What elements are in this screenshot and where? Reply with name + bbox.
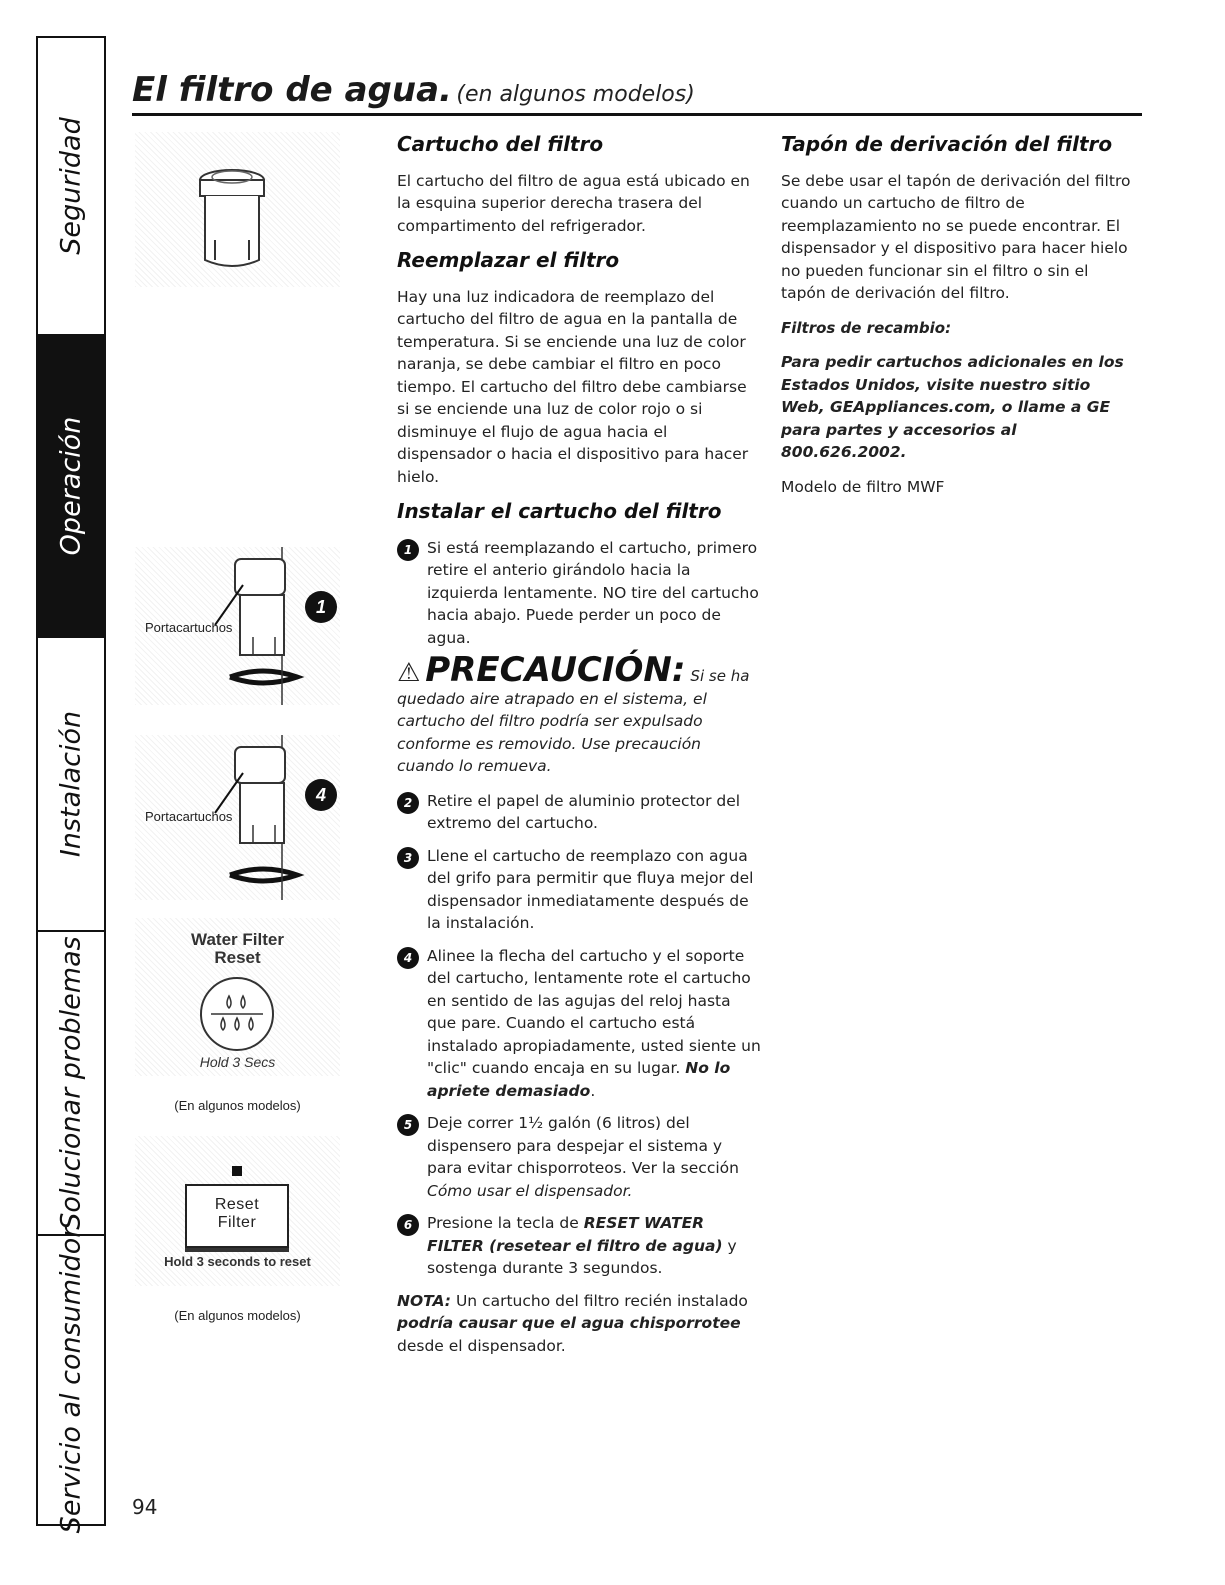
caution-lead: Si se ha — [690, 667, 750, 685]
heading-recambio: Filtros de recambio: — [781, 318, 952, 337]
title-rule — [132, 113, 1142, 116]
step-1 — [397, 537, 762, 650]
nota-end: desde el dispensador. — [397, 1336, 566, 1355]
indicator-light-icon — [232, 1166, 242, 1176]
figure-caption: (En algunos modelos) — [174, 1098, 301, 1113]
step-number-icon: 2 — [397, 792, 419, 814]
step-3 — [397, 845, 762, 935]
step-text: Retire el papel de aluminio protector del extremo del cartucho. — [427, 791, 741, 832]
step-4: 4 Alinee la flecha del cartucho y el soporte del cartucho, lentamente rote el cartucho en sentido de las agujas del reloj hasta que pare. Cuando el cartucho está instalado apropiadamente, usted siente un "clic" cuando encaja en su lugar. No lo apriete demasiado. — [397, 945, 762, 1103]
tab-seguridad[interactable] — [38, 38, 104, 336]
step-number-icon: 4 — [397, 947, 419, 969]
heading-cartucho: Cartucho del filtro — [397, 132, 604, 156]
tab-operacion[interactable] — [38, 336, 104, 638]
step-number-icon: 3 — [397, 847, 419, 869]
page-number: 94 — [132, 1495, 158, 1519]
tab-label: Seguridad — [55, 117, 87, 255]
heading-instalar: Instalar el cartucho del filtro — [397, 499, 722, 523]
heading-tapon: Tapón de derivación del filtro — [781, 132, 1113, 156]
text-tapon: Se debe usar el tapón de derivación del filtro cuando un cartucho de filtro de reemplazamiento no se puede encontrar. El dispensador y el dispositivo para hacer hielo no pueden funcionar sin el filtro o sin el tapón de derivación del filtro. — [781, 171, 1131, 302]
step-text: Si está reemplazando el cartucho, primero retire el anterio girándolo hacia la izquierda lentamente. NO tire del cartucho hacia abajo. Puede perder un poco de agua. — [427, 538, 759, 647]
tab-servicio-consumidor[interactable] — [38, 1226, 104, 1534]
text-reemplazar: Hay una luz indicadora de reemplazo del cartucho del filtro de agua en la pantalla de temperatura. Si se enciende una luz de color naranja, se debe cambiar el filtro en poco tiempo. El cartucho del filtro debe cambiarse si se enciende una luz de color rojo o si disminuye el flujo de agua hacia el dispensador o hacia el dispositivo para hacer hielo. — [397, 287, 749, 486]
reset-filter-line1: Reset — [214, 1196, 260, 1213]
nota-label: NOTA: — [397, 1291, 452, 1310]
step-text: Llene el cartucho de reemplazo con agua del grifo para permitir que fluya mejor del dispensador inmediatamente después de la instalación. — [427, 846, 754, 932]
reset-filter-figure — [135, 1136, 340, 1286]
step-text-italic: Cómo usar el dispensador. — [427, 1181, 633, 1200]
tab-label: Operación — [55, 416, 87, 556]
step-text-end: y sostenga durante 3 segundos. — [427, 1236, 737, 1277]
step-number-icon: 5 — [397, 1114, 419, 1136]
step-text: Presione la tecla de — [427, 1214, 579, 1232]
reset-filter-hold-text: Hold 3 seconds to reset — [164, 1254, 311, 1269]
tab-label: Instalación — [55, 710, 87, 858]
step-text: Alinee la flecha del cartucho y el soporte del cartucho, lentamente rote el cartucho en sentido de las agujas del reloj hasta que pare. Cuando el cartucho está instalado apropiadamente, usted siente un "clic" cuando encaja en su lugar. — [427, 946, 761, 1077]
holder-label: Portacartuchos — [145, 620, 233, 635]
reset-filter-bar — [185, 1248, 289, 1252]
warning-icon: ⚠ — [397, 658, 421, 688]
page-title-sub: (en algunos modelos) — [456, 82, 695, 107]
nota — [397, 1290, 762, 1358]
step-5 — [397, 1112, 762, 1202]
caution-title: PRECAUCIÓN: — [425, 650, 686, 690]
step-text: Deje correr 1½ galón (6 litros) del dispensero para despejar el sistema y para evitar chisporroteos. Ver la sección — [427, 1114, 739, 1177]
page-title — [132, 70, 695, 110]
reset-panel-line2: Reset — [214, 948, 261, 967]
step-text-bold: No lo apriete demasiado — [427, 1059, 731, 1100]
tab-label: Solucionar problemas — [55, 936, 87, 1230]
step-badge-icon: 4 — [305, 779, 337, 811]
filter-cartridge-figure — [135, 132, 340, 287]
tab-solucionar-problemas[interactable] — [38, 932, 104, 1236]
side-tabs — [36, 36, 106, 1534]
reset-filter-button[interactable] — [185, 1184, 289, 1248]
reset-filter-line2: Filter — [217, 1214, 257, 1231]
text-modelo: Modelo de filtro MWF — [781, 477, 945, 496]
step-2 — [397, 790, 762, 835]
side-column — [781, 133, 1136, 510]
caution-block — [397, 650, 762, 778]
tab-instalacion[interactable] — [38, 638, 104, 932]
step-text-bold: RESET WATER FILTER (resetear el filtro de agua) — [427, 1214, 723, 1255]
holder-label: Portacartuchos — [145, 809, 233, 824]
nota-text: Un cartucho del filtro recién instalado — [455, 1291, 748, 1310]
nota-bold: podría causar que el agua chisporrotee — [397, 1314, 741, 1332]
step-badge-icon: 1 — [305, 591, 337, 623]
text-cartucho: El cartucho del filtro de agua está ubicado en la esquina superior derecha trasera del compartimento del refrigerador. — [397, 171, 750, 235]
holder-step4-figure — [135, 735, 340, 900]
filter-cartridge-icon — [135, 132, 340, 287]
water-drops-icon[interactable] — [197, 974, 277, 1054]
reset-panel-line1: Water Filter — [191, 930, 284, 949]
heading-reemplazar: Reemplazar el filtro — [397, 248, 620, 272]
caution-text: quedado aire atrapado en el sistema, el cartucho del filtro podría ser expulsado conforme es removido. Use precaución cuando lo remueva. — [397, 689, 707, 775]
step-6 — [397, 1212, 762, 1280]
text-recambio: Para pedir cartuchos adicionales en los Estados Unidos, visite nuestro sitio Web, GEAppliances.com, o llame a GE para partes y accesorios al 800.626.2002. — [781, 353, 1124, 461]
step-number-icon: 6 — [397, 1214, 419, 1236]
main-column — [397, 133, 762, 1369]
step-number-icon: 1 — [397, 539, 419, 561]
holder-step1-figure — [135, 547, 340, 705]
page-title-main: El filtro de agua. — [132, 70, 452, 110]
reset-hold-text: Hold 3 Secs — [199, 1054, 276, 1070]
water-filter-reset-figure — [135, 918, 340, 1076]
figure-caption: (En algunos modelos) — [174, 1308, 301, 1323]
tab-label: Servicio al consumidor — [55, 1226, 87, 1534]
